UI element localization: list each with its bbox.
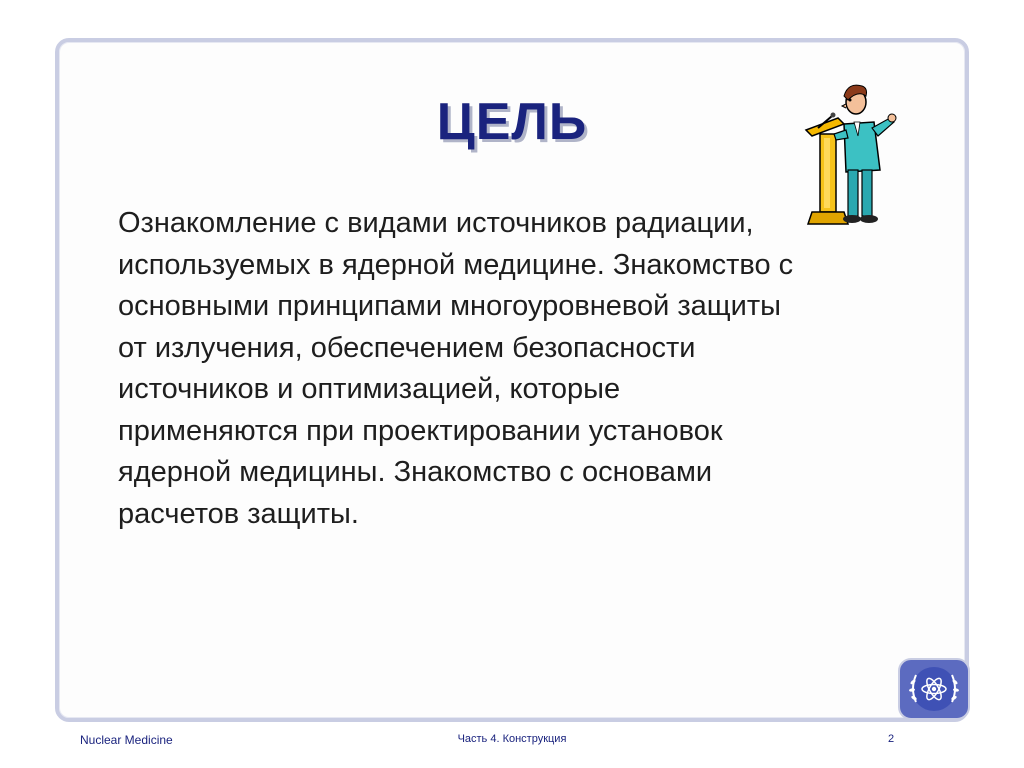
slide-title: ЦЕЛЬ: [436, 93, 588, 151]
slide-body-text: Ознакомление с видами источников радиации, используемых в ядерной медицине. Знакомство с основными принципами многоуровневой защиты от излучения, обеспечением безопасности источников и оптимизацией, которые применяются при проектировании установок ядерной медицины. Знакомство с основами расчетов защиты.: [118, 207, 794, 530]
footer-page-number: 2: [888, 733, 895, 745]
footer-section-title: Часть 4. Конструкция: [457, 733, 567, 745]
atom-laurel-emblem-icon: [898, 658, 970, 720]
footer-course-name: Nuclear Medicine: [80, 733, 173, 747]
